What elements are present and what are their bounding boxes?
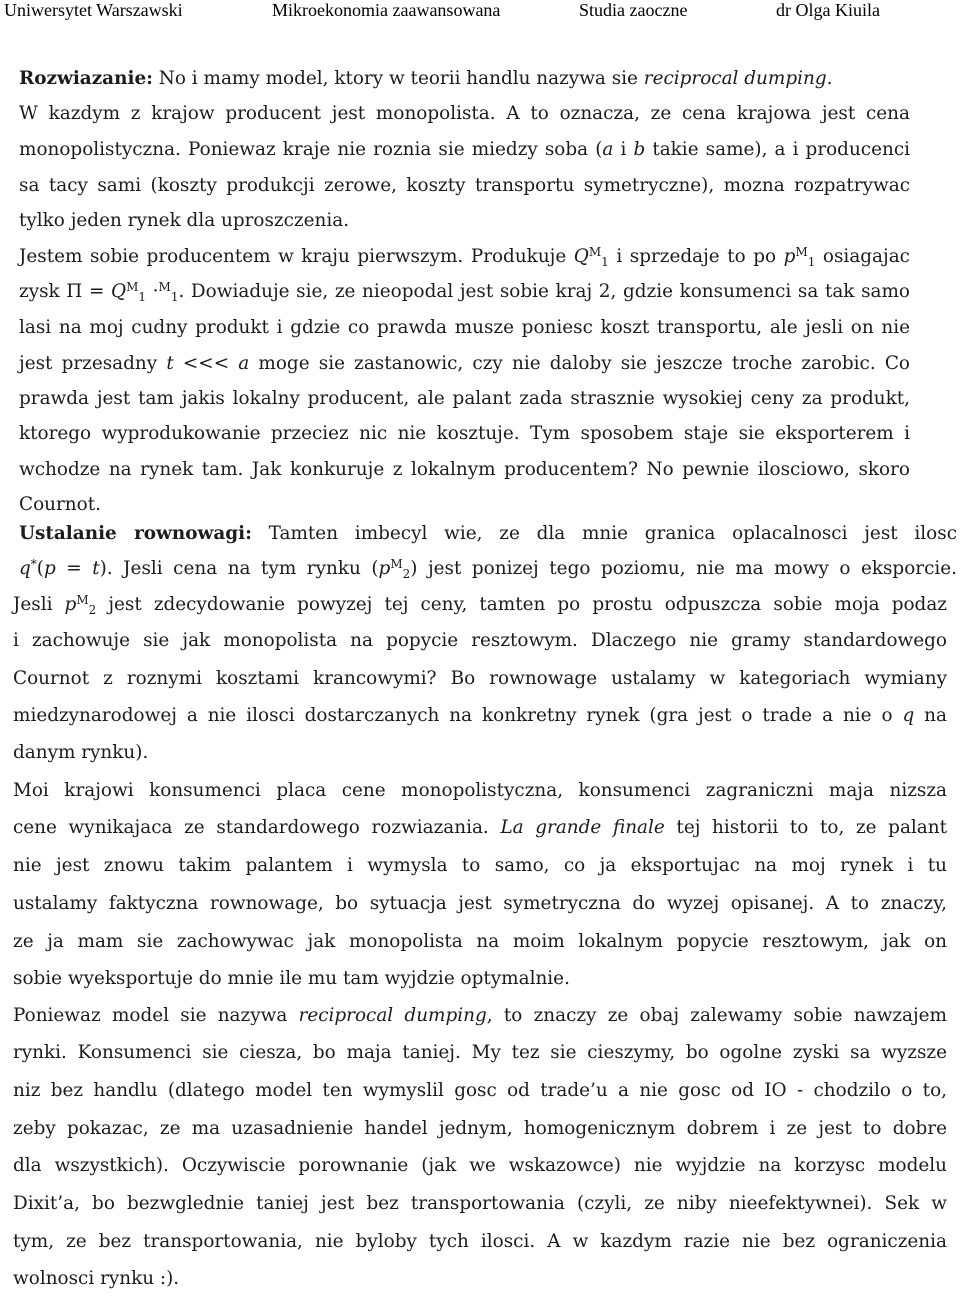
text-segment: 1 — [601, 255, 609, 269]
text-line — [13, 1003, 947, 1029]
text-line — [19, 492, 910, 518]
text-segment: Jesli — [13, 594, 65, 615]
text-line — [13, 778, 947, 804]
text-segment: a — [238, 353, 250, 374]
text-segment: p — [378, 558, 391, 579]
text-segment: Q — [111, 281, 127, 302]
text-segment: Poniewaz model sie nazywa — [13, 1005, 299, 1026]
text-segment: p — [43, 558, 56, 579]
text-line — [13, 628, 947, 654]
text-segment: rynki. Konsumenci sie ciesza, bo maja taniej. My tez sie cieszymy, bo ogolne zyski sa wyzsze — [13, 1042, 947, 1063]
text-line — [13, 1078, 947, 1104]
text-segment: M — [126, 280, 139, 294]
text-segment: M — [795, 245, 808, 259]
text-segment: tej historii to to, ze palant — [664, 817, 947, 838]
text-segment: niz bez handlu (dlatego model ten wymyslil gosc od trade’u a nie gosc od IO - chodzilo o to, — [13, 1080, 947, 1101]
text-segment: reciprocal dumping — [643, 68, 827, 89]
text-line — [13, 891, 947, 917]
text-line — [19, 521, 957, 547]
text-segment: jest przesadny — [19, 353, 167, 374]
text-segment: t — [166, 353, 174, 374]
text-segment: zeby pokazac, ze ma uzasadnienie handel jednym, homogenicznym dobrem i ze jest to dobre — [13, 1118, 947, 1139]
text-segment: ze ja mam sie zachowywac jak monopolista na moim lokalnym popycie resztowym, jak on — [13, 931, 947, 952]
text-segment: Cournot. — [19, 494, 101, 515]
text-segment: moge sie zastanowic, czy nie daloby sie jeszcze troche zarobic. Co — [249, 353, 911, 374]
text-segment: na — [914, 705, 947, 726]
text-line — [13, 815, 947, 841]
text-segment: danym rynku). — [13, 742, 149, 763]
text-segment: M — [390, 557, 403, 571]
text-segment: · — [146, 281, 159, 302]
text-segment: i sprzedaje to po — [608, 246, 784, 267]
header-author: dr Olga Kiuila — [776, 0, 880, 20]
text-segment: Ustalanie rownowagi: — [19, 523, 252, 544]
text-segment: wolnosci rynku :). — [13, 1268, 180, 1289]
text-segment: tym, ze bez transportowania, nie byloby tych ilosci. A w kazdym razie nie bez ograniczenia — [13, 1231, 947, 1252]
text-segment: q — [902, 705, 915, 726]
text-line — [13, 929, 947, 955]
text-line — [13, 966, 947, 992]
text-line — [13, 853, 947, 879]
header-course: Mikroekonomia zaawansowana — [272, 0, 501, 20]
text-line — [19, 421, 910, 447]
text-segment: , to znaczy ze obaj zalewamy sobie nawzajem — [486, 1005, 948, 1026]
text-segment: takie same), a i producenci — [645, 139, 911, 160]
text-segment: Jestem sobie producentem w kraju pierwszym. Produkuje — [19, 246, 574, 267]
text-line — [19, 351, 910, 377]
text-segment: wchodze na rynek tam. Jak konkuruje z lokalnym producentem? No pewnie ilosciowo, skoro — [19, 459, 910, 480]
text-segment: * — [30, 557, 37, 571]
text-segment: W kazdym z krajow producent jest monopolista. A to oznacza, ze cena krajowa jest cena — [19, 103, 910, 124]
text-segment: p — [783, 246, 796, 267]
text-line — [13, 666, 947, 692]
header-mode: Studia zaoczne — [579, 0, 688, 20]
text-line — [13, 1153, 947, 1179]
text-line — [19, 279, 910, 305]
text-segment: Dixit’a, bo bezwglednie taniej jest bez transportowania (czyli, ze niby nieefektywnei). Sek w — [13, 1193, 947, 1214]
text-line — [13, 1229, 947, 1255]
text-line — [19, 244, 910, 270]
text-segment: t — [92, 558, 100, 579]
text-segment: jest zdecydowanie powyzej tej ceny, tamten po prostu odpuszcza sobie moja podaz — [96, 594, 947, 615]
text-line — [13, 592, 947, 618]
text-line — [19, 208, 910, 234]
text-segment: tylko jeden rynek dla uproszczenia. — [19, 210, 350, 231]
text-segment: = — [55, 558, 93, 579]
text-segment: 1 — [138, 290, 147, 304]
text-segment: Rozwiazanie: — [19, 68, 153, 89]
text-segment: No i mamy model, ktory w teorii handlu nazywa sie — [152, 68, 644, 89]
text-segment: Cournot z roznymi kosztami krancowymi? Bo rownowage ustalamy w kategoriach wymiany — [13, 668, 947, 689]
text-line — [13, 1266, 947, 1292]
text-segment: q — [19, 558, 31, 579]
text-line — [19, 315, 910, 341]
header-university: Uniwersytet Warszawski — [4, 0, 183, 20]
text-segment: La grande finale — [500, 817, 665, 838]
text-segment: cene wynikajaca ze standardowego rozwiazania. — [13, 817, 501, 838]
text-segment: <<< — [173, 353, 239, 374]
text-segment: prawda jest tam jakis lokalny producent, ale palant zada strasznie wysokiej ceny za produkt, — [19, 388, 910, 409]
text-segment: reciprocal dumping — [298, 1005, 487, 1026]
text-segment: ustalamy faktyczna rownowage, bo sytuacja jest symetryczna do wyzej opisanej. A to znaczy, — [13, 893, 947, 914]
text-segment: a — [602, 139, 614, 160]
text-segment: Tamten imbecyl wie, ze dla mnie granica oplacalnosci jest ilosc — [251, 523, 957, 544]
text-line — [19, 556, 957, 582]
text-line — [13, 703, 947, 729]
text-segment: sobie wyeksportuje do mnie ile mu tam wyjdzie optymalnie. — [13, 968, 570, 989]
page-header — [0, 0, 960, 24]
text-segment: M — [158, 280, 171, 294]
text-line — [13, 740, 947, 766]
text-line — [19, 101, 910, 127]
text-segment: . Dowiaduje sie, ze nieopodal jest sobie kraj 2, gdzie konsumenci sa tak samo — [178, 281, 910, 302]
text-segment: ) jest ponizej tego poziomu, nie ma mowy o eksporcie. — [410, 558, 957, 579]
text-segment: ( — [36, 558, 44, 579]
text-line — [19, 457, 910, 483]
text-line — [13, 1040, 947, 1066]
text-segment: sa tacy sami (koszty produkcji zerowe, koszty transportu symetryczne), mozna rozpatrywac — [19, 175, 910, 196]
text-line — [19, 66, 910, 92]
text-segment: 1 — [170, 290, 179, 304]
text-segment: 2 — [88, 603, 97, 617]
text-segment: Moi krajowi konsumenci placa cene monopolistyczna, konsumenci zagraniczni maja nizsza — [13, 780, 947, 801]
text-segment: nie jest znowu takim palantem i wymysla to samo, co ja eksportujac na moj rynek i tu — [13, 855, 947, 876]
text-line — [19, 173, 910, 199]
text-line — [13, 1191, 947, 1217]
text-segment: miedzynarodowej a nie ilosci dostarczanych na konkretny rynek (gra jest o trade a nie o — [13, 705, 903, 726]
text-segment: i zachowuje sie jak monopolista na popycie resztowym. Dlaczego nie gramy standardowego — [13, 630, 947, 651]
text-segment: b — [633, 139, 646, 160]
text-segment: zysk Π = — [19, 281, 112, 302]
text-segment: p — [64, 594, 77, 615]
text-segment: ). Jesli cena na tym rynku ( — [99, 558, 379, 579]
text-segment: 1 — [807, 255, 816, 269]
text-segment: . — [826, 68, 833, 89]
text-segment: osiagajac — [815, 246, 910, 267]
text-segment: M — [588, 245, 602, 259]
text-segment: ktorego wyprodukowanie przeciez nic nie kosztuje. Tym sposobem staje sie eksporterem i — [19, 423, 910, 444]
text-line — [13, 1116, 947, 1142]
text-segment: Q — [573, 246, 589, 267]
text-segment: dla wszystkich). Oczywiscie porownanie (jak we wskazowce) nie wyjdzie na korzysc modelu — [13, 1155, 947, 1176]
text-line — [19, 386, 910, 412]
text-segment: lasi na moj cudny produkt i gdzie co prawda musze poniesc koszt transportu, ale jesli on nie — [19, 317, 910, 338]
text-segment: M — [76, 593, 89, 607]
text-segment: monopolistyczna. Poniewaz kraje nie roznia sie miedzy soba ( — [19, 139, 603, 160]
text-segment: i — [613, 139, 634, 160]
text-line — [19, 137, 910, 163]
text-segment: 2 — [402, 567, 411, 581]
